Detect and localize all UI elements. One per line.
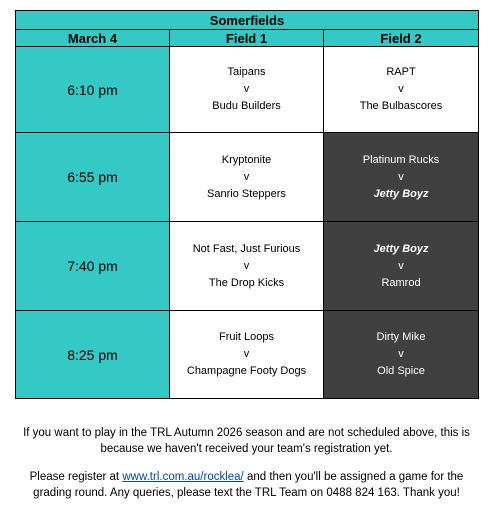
home-team: RAPT [386, 66, 416, 78]
away-team: Jetty Boyz [373, 187, 429, 200]
versus-label: v [243, 348, 250, 360]
time-cell: 6:10 pm [16, 47, 170, 133]
home-team: Fruit Loops [218, 331, 275, 343]
date-header: March 4 [16, 30, 170, 47]
away-team: Ramrod [381, 276, 421, 289]
home-team: Taipans [227, 66, 266, 78]
versus-label: v [398, 259, 404, 272]
table-row [16, 222, 479, 311]
table-row [16, 311, 479, 399]
registration-link[interactable]: www.trl.com.au/rocklea/ [122, 471, 244, 483]
away-team: Sanrio Steppers [207, 187, 286, 200]
register-suffix: and then you'll be assigned a game for the grading round. Any queries, please text the TRL Team on 0488 824 163. Thank you! [33, 471, 464, 499]
versus-label: v [398, 348, 404, 360]
versus-label: v [243, 259, 250, 272]
versus-label: v [243, 83, 250, 95]
match-cell-field1 [170, 47, 324, 133]
fixture-table [15, 10, 479, 399]
versus-label: v [243, 170, 250, 183]
table-row [16, 133, 479, 222]
match-cell-field1 [170, 133, 324, 222]
registration-instructions [20, 469, 473, 501]
away-team: The Drop Kicks [208, 276, 285, 289]
away-team: Old Spice [377, 365, 425, 377]
time-cell: 7:40 pm [16, 222, 170, 311]
table-row [16, 47, 479, 133]
home-team: Jetty Boyz [373, 242, 429, 255]
away-team: The Bulbascores [359, 100, 443, 112]
home-team: Kryptonite [221, 153, 272, 166]
time-cell: 8:25 pm [16, 311, 170, 399]
versus-label: v [398, 170, 404, 183]
registration-notice: If you want to play in the TRL Autumn 2026 season and are not scheduled above, this is because we haven't received your team's registration yet. [23, 427, 470, 455]
time-cell: 6:55 pm [16, 133, 170, 222]
field1-header: Field 1 [170, 30, 324, 47]
match-cell-field2 [324, 47, 479, 133]
match-cell-field2 [324, 311, 479, 399]
home-team: Not Fast, Just Furious [192, 242, 301, 255]
match-cell-field1 [170, 222, 324, 311]
home-team: Dirty Mike [376, 331, 426, 343]
register-prefix: Please register at [29, 471, 123, 483]
match-cell-field2 [324, 222, 479, 311]
match-cell-field2 [324, 133, 479, 222]
away-team: Champagne Footy Dogs [186, 365, 307, 377]
versus-label: v [398, 83, 404, 95]
field2-header: Field 2 [324, 30, 479, 47]
venue-title: Somerfields [16, 11, 479, 30]
away-team: Budu Builders [212, 100, 281, 112]
home-team: Platinum Rucks [362, 153, 440, 166]
match-cell-field1 [170, 311, 324, 399]
